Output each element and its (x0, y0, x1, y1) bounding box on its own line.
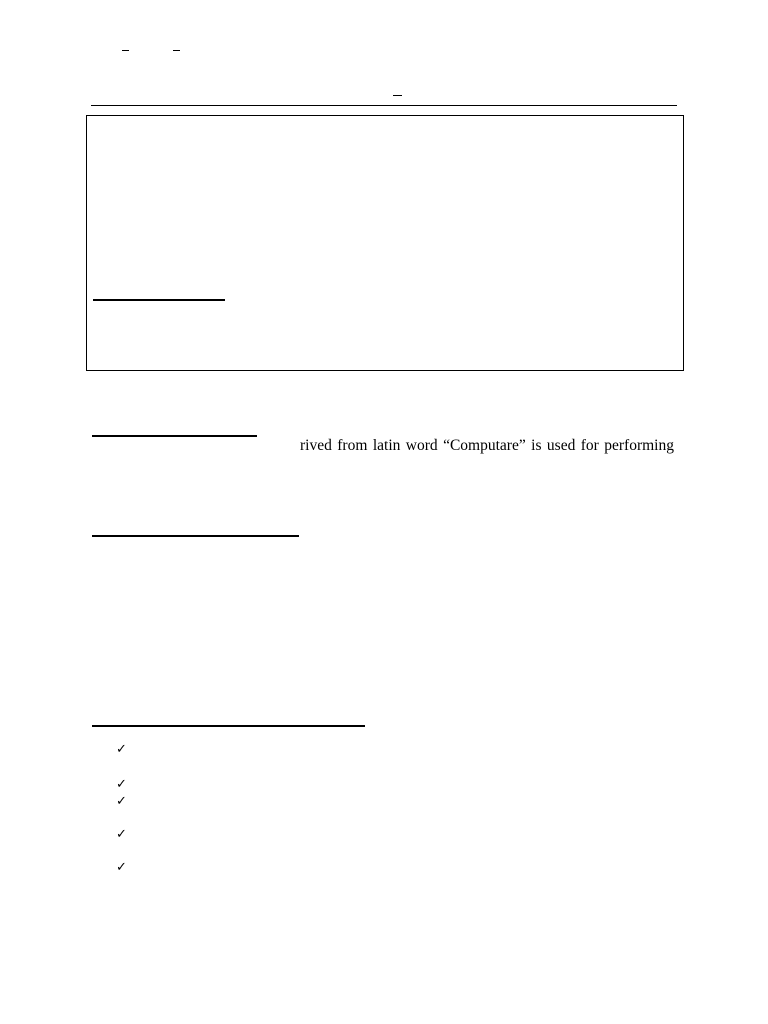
checkmark-icon: ✓ (116, 777, 127, 792)
checklist (116, 743, 156, 883)
checkmark-icon: ✓ (116, 742, 127, 757)
checkmark-icon: ✓ (116, 794, 127, 809)
checkmark-icon: ✓ (116, 827, 127, 842)
box-heading-underline (93, 299, 225, 301)
header-mark-center (393, 95, 402, 96)
section-heading-underline-1 (92, 435, 257, 437)
section-heading-underline-2 (92, 535, 299, 537)
checkmark-icon: ✓ (116, 860, 127, 875)
intro-paragraph-line: rived from latin word “Computare” is used for performing (300, 437, 674, 454)
header-mark-left (122, 50, 129, 51)
header-rule (91, 105, 677, 106)
header-mark-right (173, 50, 180, 51)
bordered-box (86, 115, 684, 371)
section-heading-underline-3 (92, 725, 365, 727)
